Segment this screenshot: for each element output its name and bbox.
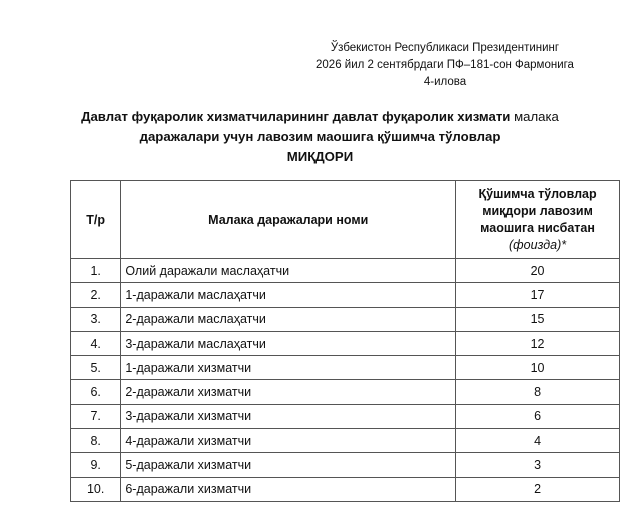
- table-row: [71, 429, 620, 453]
- row-number: 4.: [71, 331, 121, 355]
- row-payment-percent: 17: [456, 283, 620, 307]
- table-row: [71, 380, 620, 404]
- row-qualification-name: 4-даражали хизматчи: [121, 429, 456, 453]
- table-row: [71, 307, 620, 331]
- title-part-2: малака: [510, 109, 559, 124]
- title-line-2: даражалари учун лавозим маошига қўшимча тўловлар: [139, 129, 501, 144]
- row-qualification-name: 1-даражали маслаҳатчи: [121, 283, 456, 307]
- row-payment-percent: 4: [456, 429, 620, 453]
- row-qualification-name: 3-даражали маслаҳатчи: [121, 331, 456, 355]
- qualification-table: [70, 180, 620, 502]
- annex-reference: [280, 40, 610, 91]
- table-row: [71, 477, 620, 501]
- title-line-3: МИҚДОРИ: [286, 149, 354, 164]
- table-row: [71, 283, 620, 307]
- row-number: 9.: [71, 453, 121, 477]
- row-payment-percent: 12: [456, 331, 620, 355]
- title-part-1: Давлат фуқаролик хизматчиларининг давлат фуқаролик хизмати: [81, 109, 511, 124]
- header-value-line-2: миқдори лавозим: [482, 203, 593, 218]
- table-header-row: [71, 181, 620, 259]
- table-row: [71, 259, 620, 283]
- row-payment-percent: 15: [456, 307, 620, 331]
- row-payment-percent: 10: [456, 356, 620, 380]
- header-value-line-3: маошига нисбатан: [480, 220, 595, 235]
- header-value-note: (фоизда)*: [508, 237, 567, 252]
- header-qualification-name: Малака даражалари номи: [121, 181, 456, 259]
- row-payment-percent: 2: [456, 477, 620, 501]
- row-payment-percent: 6: [456, 404, 620, 428]
- document-title: [40, 107, 600, 167]
- annex-reference-line-2: 2026 йил 2 сентябрдаги ПФ–181-сон Фармонига: [316, 59, 574, 71]
- annex-reference-line-1: Ўзбекистон Республикаси Президентининг: [330, 42, 560, 54]
- header-payment-percent: [456, 181, 620, 259]
- row-qualification-name: 5-даражали хизматчи: [121, 453, 456, 477]
- row-number: 7.: [71, 404, 121, 428]
- header-value-line-1: Қўшимча тўловлар: [478, 186, 597, 201]
- row-qualification-name: 2-даражали маслаҳатчи: [121, 307, 456, 331]
- row-payment-percent: 8: [456, 380, 620, 404]
- title-line-1: [40, 107, 600, 127]
- row-number: 2.: [71, 283, 121, 307]
- table-row: [71, 404, 620, 428]
- table-body: [71, 259, 620, 502]
- row-number: 6.: [71, 380, 121, 404]
- row-number: 8.: [71, 429, 121, 453]
- row-qualification-name: Олий даражали маслаҳатчи: [121, 259, 456, 283]
- annex-reference-line-3: 4-илова: [423, 76, 467, 88]
- row-payment-percent: 20: [456, 259, 620, 283]
- row-payment-percent: 3: [456, 453, 620, 477]
- row-number: 5.: [71, 356, 121, 380]
- row-number: 3.: [71, 307, 121, 331]
- table-row: [71, 453, 620, 477]
- header-number: Т/р: [71, 181, 121, 259]
- row-number: 1.: [71, 259, 121, 283]
- table-row: [71, 331, 620, 355]
- row-qualification-name: 2-даражали хизматчи: [121, 380, 456, 404]
- table-row: [71, 356, 620, 380]
- row-qualification-name: 1-даражали хизматчи: [121, 356, 456, 380]
- row-qualification-name: 3-даражали хизматчи: [121, 404, 456, 428]
- row-qualification-name: 6-даражали хизматчи: [121, 477, 456, 501]
- row-number: 10.: [71, 477, 121, 501]
